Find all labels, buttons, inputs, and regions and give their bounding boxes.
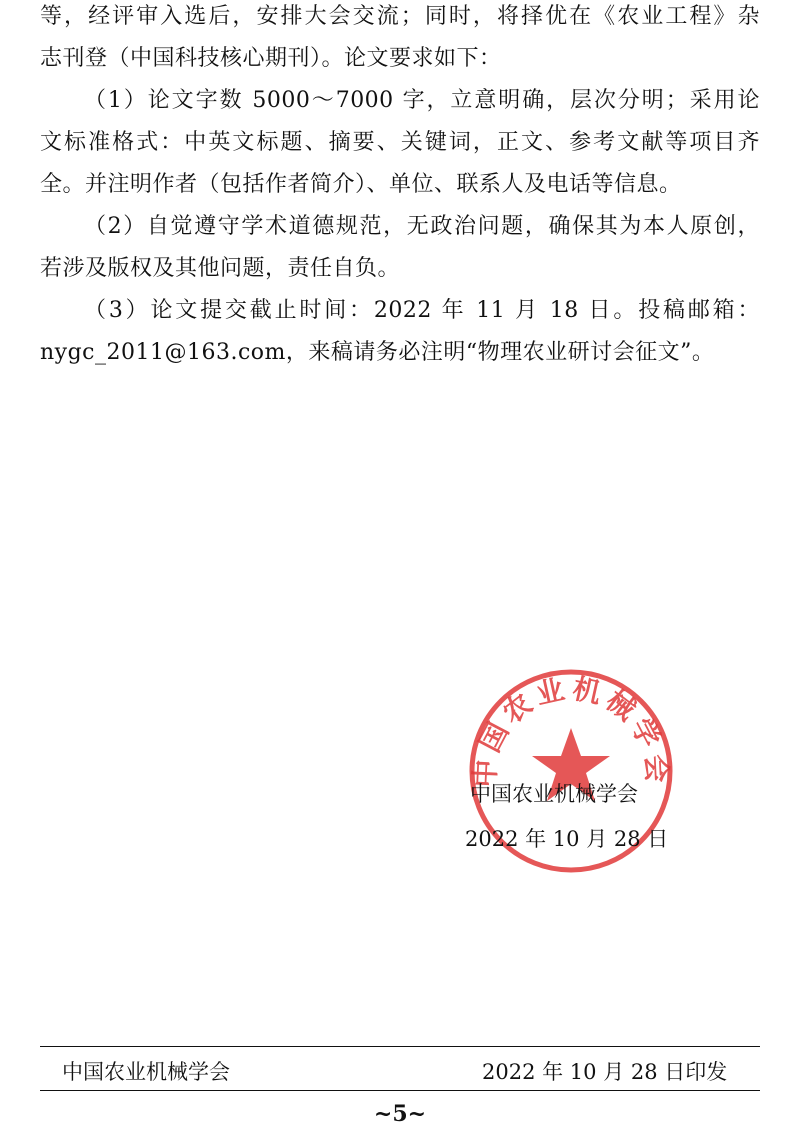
seal-text: 中国农业机械学会 <box>468 671 674 789</box>
body-line-1: 等，经评审入选后，安排大会交流；同时，将择优在《农业工程》杂 <box>40 4 760 29</box>
body-line-9: nygc_2011@163.com，来稿请务必注明“物理农业研讨会征文”。 <box>40 340 715 365</box>
footer-top-rule <box>40 1046 760 1047</box>
body-line-7: 若涉及版权及其他问题，责任自负。 <box>40 256 401 281</box>
body-line-5: 全。并注明作者（包括作者简介）、单位、联系人及电话等信息。 <box>40 172 682 197</box>
body-line-4: 文标准格式：中英文标题、摘要、关键词，正文、参考文献等项目齐 <box>40 130 760 155</box>
footer-issue-date: 2022 年 10 月 28 日印发 <box>482 1060 728 1084</box>
body-line-2: 志刊登（中国科技核心期刊）。论文要求如下： <box>40 46 502 71</box>
signature-organization: 中国农业机械学会 <box>470 782 638 806</box>
body-line-3: （1）论文字数 5000～7000 字，立意明确，层次分明；采用论 <box>84 88 760 113</box>
page-number: ~5~ <box>373 1101 427 1127</box>
signature-date: 2022 年 10 月 28 日 <box>465 827 669 851</box>
footer-bottom-rule <box>40 1090 760 1091</box>
footer-issuer: 中国农业机械学会 <box>62 1060 230 1084</box>
body-line-6: （2）自觉遵守学术道德规范，无政治问题，确保其为本人原创， <box>84 214 760 239</box>
body-line-8: （3）论文提交截止时间：2022 年 11 月 18 日。投稿邮箱： <box>84 298 760 323</box>
